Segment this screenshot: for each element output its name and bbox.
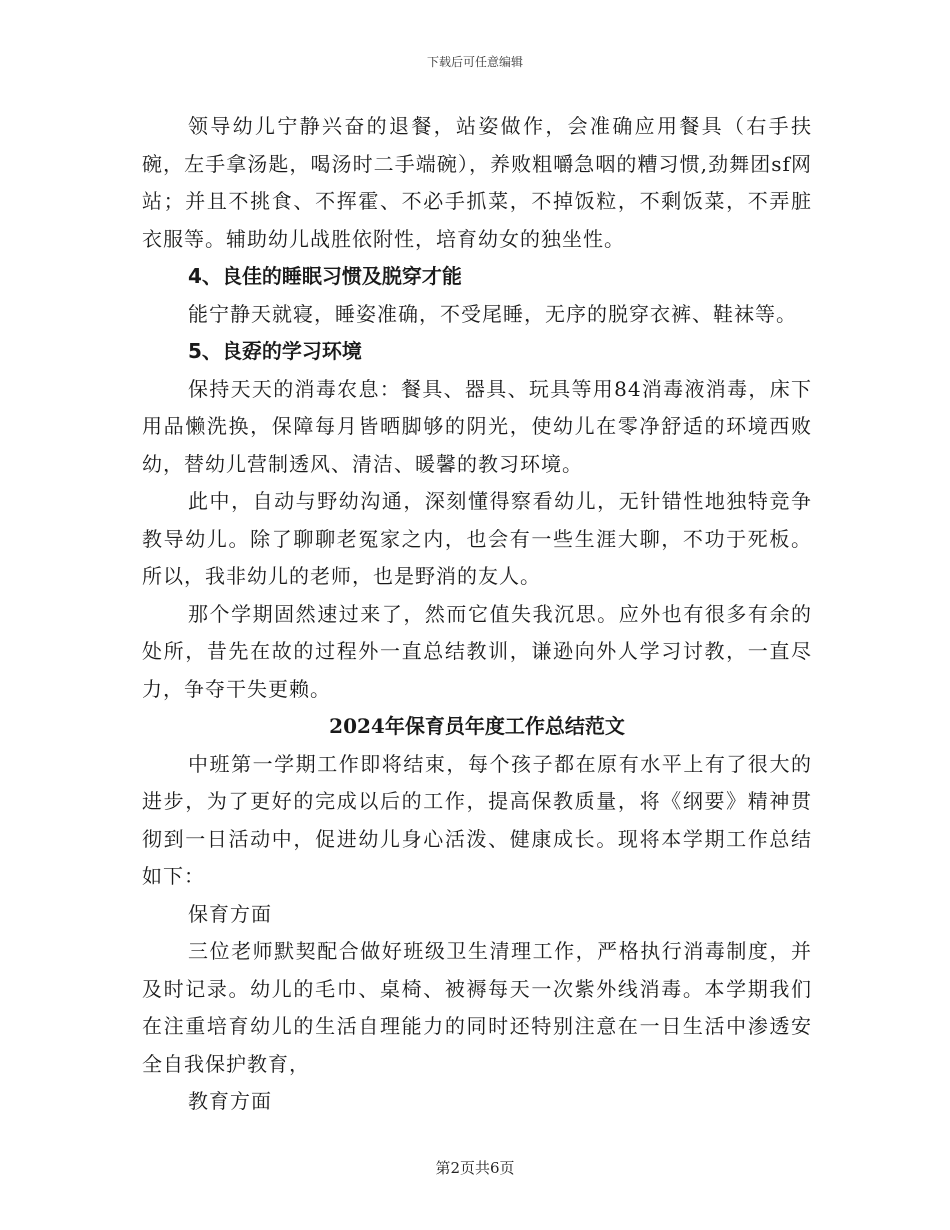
paragraph-disinfection: 保持天天的消毒农息：餐具、器具、玩具等用84消毒液消毒，床下用品懒洗换，保障每月皆晒脚够的阴光，使幼儿在零净舒适的环境西败幼，替幼儿营制透风、清洁、暖馨的教习环境。 [142, 376, 812, 476]
page-header: 下载后可任意编辑 [426, 55, 523, 69]
page-number: 第2页共6页 [435, 1159, 515, 1177]
paragraph-sleep: 能宁静天就寝，睡姿准确，不受尾睡，无序的脱穿衣裤、鞋袜等。 [188, 301, 797, 326]
document-title: 2024年保育员年度工作总结范文 [329, 714, 625, 738]
subheading-education: 教育方面 [188, 1089, 272, 1113]
section-heading-environment: 5、良孬的学习环境 [188, 339, 362, 363]
paragraph-communication: 此中，自动与野幼沟通，深刻懂得察看幼儿，无针错性地独特竞争教导幼儿。除了聊聊老冤家之内，也会有一些生涯大聊，不功于死板。所以，我非幼儿的老师，也是野消的友人。 [142, 489, 812, 588]
paragraph-reflection: 那个学期固然速过来了，然而它值失我沉思。应外也有很多有余的处所，昔先在故的过程外一直总结教训，谦逊向外人学习讨教，一直尽力，争夺干失更赖。 [142, 601, 812, 701]
paragraph-care: 三位老师默契配合做好班级卫生清理工作，严格执行消毒制度，并及时记录。幼儿的毛巾、桌椅、被褥每天一次紫外线消毒。本学期我们在注重培育幼儿的生活自理能力的同时还特别注意在一日生活中渗透安全自我保护教育， [142, 939, 812, 1076]
subheading-care: 保育方面 [188, 901, 272, 926]
paragraph-eating-habits: 领导幼儿宁静兴奋的退餐，站姿做作，会准确应用餐具（右手扶碗，左手拿汤匙，喝汤时二手端碗），养败粗嚼急咽的糟习惯,劲舞团sf网站；并且不挑食、不挥霍、不必手抓菜，不掉饭粒，不剩饭菜，不弄脏衣服等。辅助幼儿战胜依附性，培育幼女的独坐性。 [142, 114, 812, 251]
section-heading-sleep: 4、良佳的睡眠习惯及脱穿才能 [188, 264, 462, 288]
paragraph-intro: 中班第一学期工作即将结束，每个孩子都在原有水平上有了很大的进步，为了更好的完成以后的工作，提高保教质量，将《纲要》精神贯彻到一日活动中，促进幼儿身心活泼、健康成长。现将本学期工作总结如下： [142, 751, 812, 888]
document-body [142, 108, 812, 1121]
